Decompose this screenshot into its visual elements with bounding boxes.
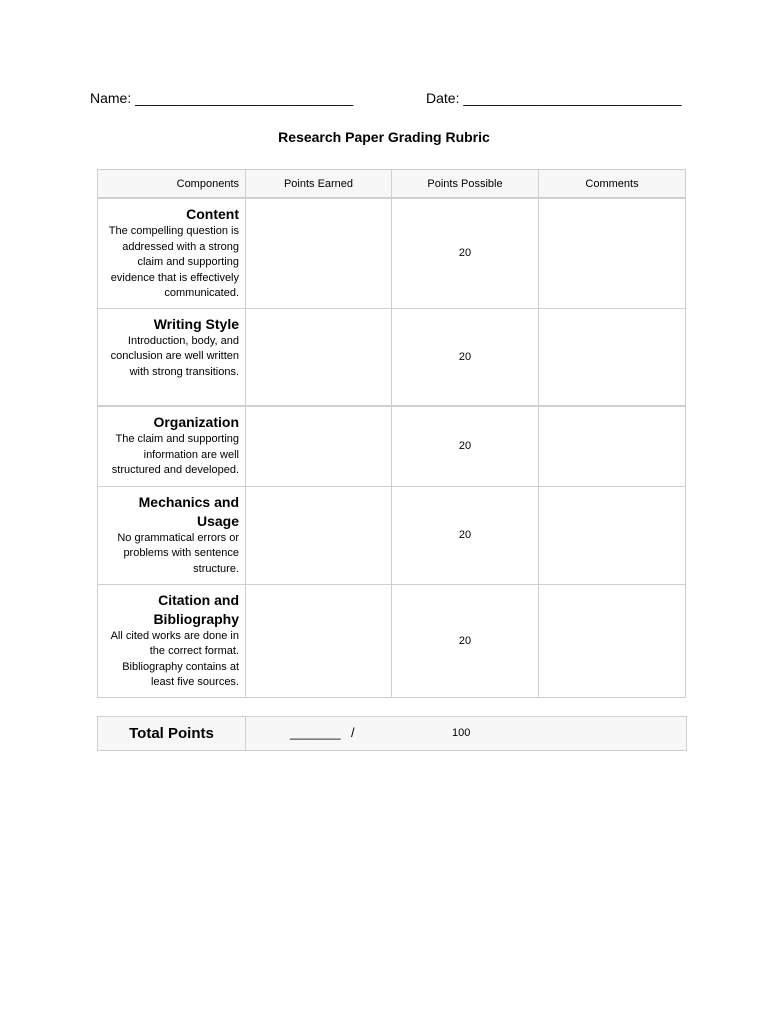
component-cell bbox=[98, 486, 246, 584]
points-earned-cell bbox=[246, 406, 392, 486]
table-row-citation bbox=[98, 584, 686, 697]
table-row-content bbox=[98, 198, 686, 308]
component-title: Organization bbox=[153, 414, 239, 430]
total-points-table bbox=[97, 716, 687, 751]
comments-cell bbox=[539, 198, 686, 308]
total-earned-blank: _______ bbox=[290, 725, 341, 740]
points-earned-cell bbox=[246, 486, 392, 584]
component-title: Mechanics and Usage bbox=[138, 493, 239, 529]
comments-cell bbox=[539, 486, 686, 584]
component-description: All cited works are done in the correct format. Bibliography contains at least five sources. bbox=[110, 629, 239, 688]
date-field-line: Date: ____________________________ bbox=[426, 90, 682, 106]
points-possible-cell: 20 bbox=[392, 308, 539, 406]
name-field-line: Name: ____________________________ bbox=[90, 90, 354, 106]
total-separator: / bbox=[351, 725, 355, 740]
header-points-earned: Points Earned bbox=[246, 170, 392, 199]
header-components: Components bbox=[98, 170, 246, 199]
component-cell bbox=[98, 198, 246, 308]
table-header-row bbox=[98, 170, 686, 199]
rubric-table bbox=[97, 169, 686, 698]
component-description: The claim and supporting information are well structured and developed. bbox=[111, 433, 239, 476]
component-title: Citation and Bibliography bbox=[153, 591, 239, 627]
comments-cell bbox=[539, 584, 686, 697]
table-row-organization bbox=[98, 406, 686, 486]
points-possible-cell: 20 bbox=[392, 584, 539, 697]
total-points-value-cell bbox=[246, 717, 687, 751]
table-row-mechanics bbox=[98, 486, 686, 584]
header-points-possible: Points Possible bbox=[392, 170, 539, 199]
total-points-label: Total Points bbox=[98, 717, 246, 751]
points-possible-cell: 20 bbox=[392, 486, 539, 584]
points-earned-cell bbox=[246, 198, 392, 308]
points-earned-cell bbox=[246, 584, 392, 697]
component-description: The compelling question is addressed with a strong claim and supporting evidence that is effectively communicated. bbox=[108, 225, 239, 299]
document-title: Research Paper Grading Rubric bbox=[278, 129, 490, 145]
points-possible-cell: 20 bbox=[392, 406, 539, 486]
component-cell bbox=[98, 584, 246, 697]
component-title: Writing Style bbox=[153, 315, 239, 332]
component-title: Content bbox=[186, 206, 239, 222]
points-earned-cell bbox=[246, 308, 392, 406]
comments-cell bbox=[539, 406, 686, 486]
component-cell bbox=[98, 308, 246, 406]
component-cell bbox=[98, 406, 246, 486]
component-description: Introduction, body, and conclusion are well written with strong transitions. bbox=[110, 334, 239, 378]
header-comments: Comments bbox=[539, 170, 686, 199]
comments-cell bbox=[539, 308, 686, 406]
table-row-writing-style bbox=[98, 308, 686, 406]
points-possible-cell: 20 bbox=[392, 198, 539, 308]
total-possible-value: 100 bbox=[452, 727, 471, 739]
total-row bbox=[98, 717, 687, 751]
component-description: No grammatical errors or problems with sentence structure. bbox=[117, 531, 239, 575]
